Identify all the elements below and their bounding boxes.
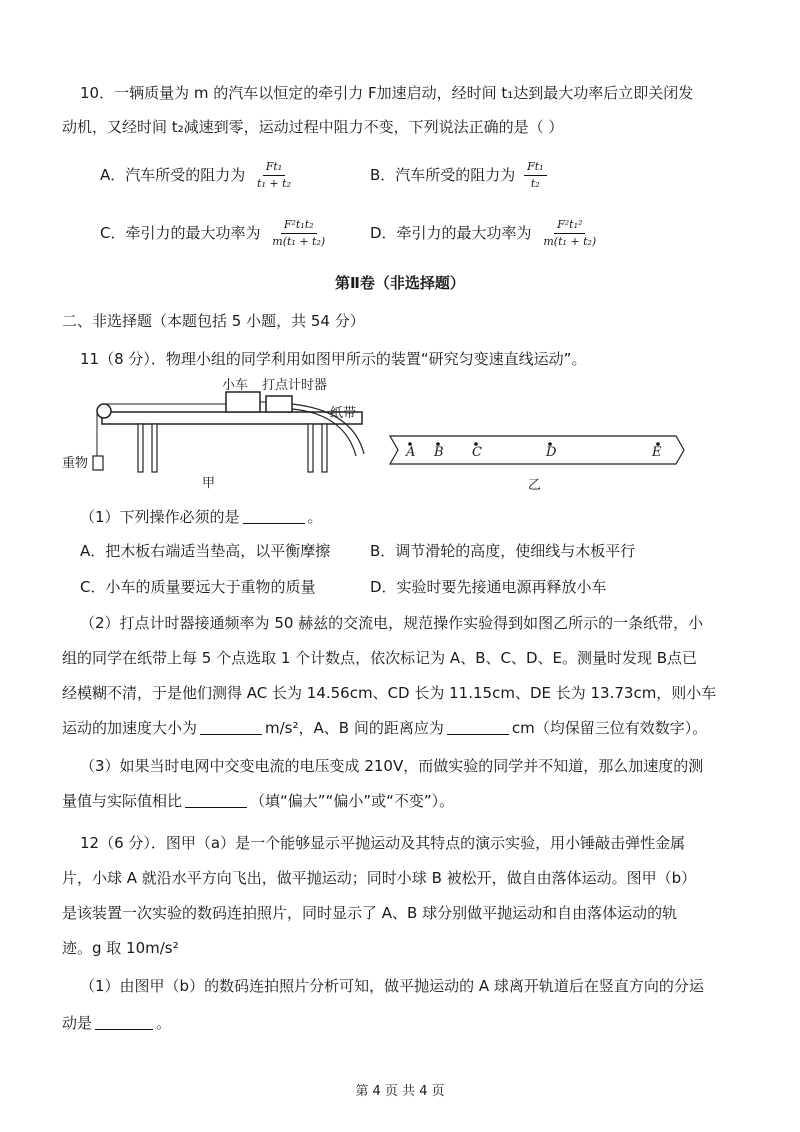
q10-option-c-fraction [269,218,328,249]
label-fig-b: 乙 [528,478,542,493]
label-cart: 小车 [222,378,249,393]
q11-part3-text-b: （填“偏大”“偏小”或“不变”）。 [250,792,455,810]
cart-shape [226,392,260,412]
answer-blank[interactable] [95,1015,153,1030]
fraction-denominator: m(t₁ + t₂) [272,235,326,248]
table-leg [322,424,327,472]
q11-stem: 11（8 分）．物理小组的同学利用如图甲所示的装置“研究匀变速直线运动”。 [80,350,587,368]
q10-stem-line2: 动机，又经时间 t₂减速到零，运动过程中阻力不变，下列说法正确的是（ ） [62,118,564,136]
q10-option-d-text: D．牵引力的最大功率为 [370,224,532,242]
q10-option-a-text: A．汽车所受的阻力为 [100,166,246,184]
fraction-numerator: Ft₁ [524,160,546,176]
q11-option-a[interactable]: A．把木板右端适当垫高，以平衡摩擦 [80,542,331,560]
label-fig-a: 甲 [202,476,216,491]
q11-part2-text-c: cm（均保留三位有效数字）。 [511,719,708,737]
timer-shape [266,396,292,412]
q10-option-a-fraction [254,160,294,191]
q10-option-d-fraction [540,218,599,249]
answer-blank[interactable] [243,509,305,524]
table-leg [138,424,143,472]
q10-option-a[interactable] [100,160,294,191]
q12-part1-suffix: 。 [156,1014,172,1032]
pulley-shape [97,404,111,418]
q10-option-c-text: C．牵引力的最大功率为 [100,224,261,242]
table-leg [308,424,313,472]
q11-part3-line2 [62,790,760,812]
fraction-numerator: F²t₁t₂ [281,218,317,234]
q11-part1-suffix: 。 [307,508,323,526]
q11-part1-text: （1）下列操作必须的是 [80,508,240,526]
point-label-a: A [406,445,416,460]
fraction-denominator: t₂ [530,177,540,190]
fraction-denominator: t₁ + t₂ [257,177,291,190]
weight-shape [93,456,103,470]
q11-part3-text-a: 量值与实际值相比 [62,792,183,810]
point-label-c: C [472,445,482,460]
label-timer: 打点计时器 [262,378,328,393]
q12-part1-text: 动是 [62,1014,93,1032]
section2-header: 二、非选择题（本题包括 5 小题，共 54 分） [62,312,365,330]
q11-option-d[interactable]: D．实验时要先接通电源再释放小车 [370,578,607,596]
answer-blank[interactable] [200,720,262,735]
q11-part2-line3: 经模糊不清，于是他们测得 AC 长为 14.56cm、CD 长为 11.15cm、DE 长为 13.73cm，则小车 [62,684,717,702]
q11-part2-text-b: m/s²，A、B 间的距离应为 [265,719,444,737]
q11-part2-line2: 组的同学在纸带上每 5 个点选取 1 个计数点，依次标记为 A、B、C、D、E。测量时发现 B点已 [62,649,698,667]
q11-part3-line1: （3）如果当时电网中交变电流的电压变成 210V，而做实验的同学并不知道，那么加速度的测 [80,757,704,775]
q11-part2-line1: （2）打点计时器接通频率为 50 赫兹的交流电，规范操作实验得到如图乙所示的一条纸带，小 [80,614,704,632]
section-title: 第Ⅱ卷（非选择题） [335,274,465,292]
label-tape: 纸带 [330,406,357,421]
q11-part2-line4 [62,717,760,739]
q11-part2-text-a: 运动的加速度大小为 [62,719,198,737]
q10-option-b-text: B．汽车所受的阻力为 [370,166,516,184]
figure-apparatus [60,372,380,492]
table-leg [152,424,157,472]
page-footer: 第 4 页 共 4 页 [355,1084,445,1099]
q10-option-d[interactable] [370,218,599,249]
point-label-e: E [652,445,662,460]
q10-option-b[interactable] [370,160,547,191]
q10-stem-line1: 10．一辆质量为 m 的汽车以恒定的牵引力 F加速启动，经时间 t₁达到最大功率后立即关闭发 [80,84,694,102]
q12-line2: 片，小球 A 就沿水平方向飞出，做平抛运动；同时小球 B 被松开，做自由落体运动。图甲（b） [62,869,697,887]
fraction-denominator: m(t₁ + t₂) [543,235,597,248]
fraction-numerator: F²t₁² [554,218,585,234]
label-weight: 重物 [62,456,89,471]
q12-part1-line1: （1）由图甲（b）的数码连拍照片分析可知，做平抛运动的 A 球离开轨道后在竖直方向的分运 [80,977,704,995]
point-label-d: D [546,445,557,460]
q10-option-b-fraction [524,160,546,191]
q11-option-c[interactable]: C．小车的质量要远大于重物的质量 [80,578,316,596]
q12-line4: 迹。g 取 10m/s² [62,939,179,957]
board-shape [102,412,362,424]
q11-part1 [80,506,760,528]
q12-line3: 是该装置一次实验的数码连拍照片，同时显示了 A、B 球分别做平抛运动和自由落体运动的轨 [62,904,678,922]
point-label-b: B [434,445,444,460]
q12-line1: 12（6 分）．图甲（a）是一个能够显示平抛运动及其特点的演示实验，用小锤敲击弹性金属 [80,834,686,852]
q10-option-c[interactable] [100,218,328,249]
q11-option-b[interactable]: B．调节滑轮的高度，使细线与木板平行 [370,542,636,560]
fraction-numerator: Ft₁ [263,160,285,176]
q12-part1-line2 [62,1012,760,1034]
answer-blank[interactable] [447,720,509,735]
answer-blank[interactable] [185,793,247,808]
